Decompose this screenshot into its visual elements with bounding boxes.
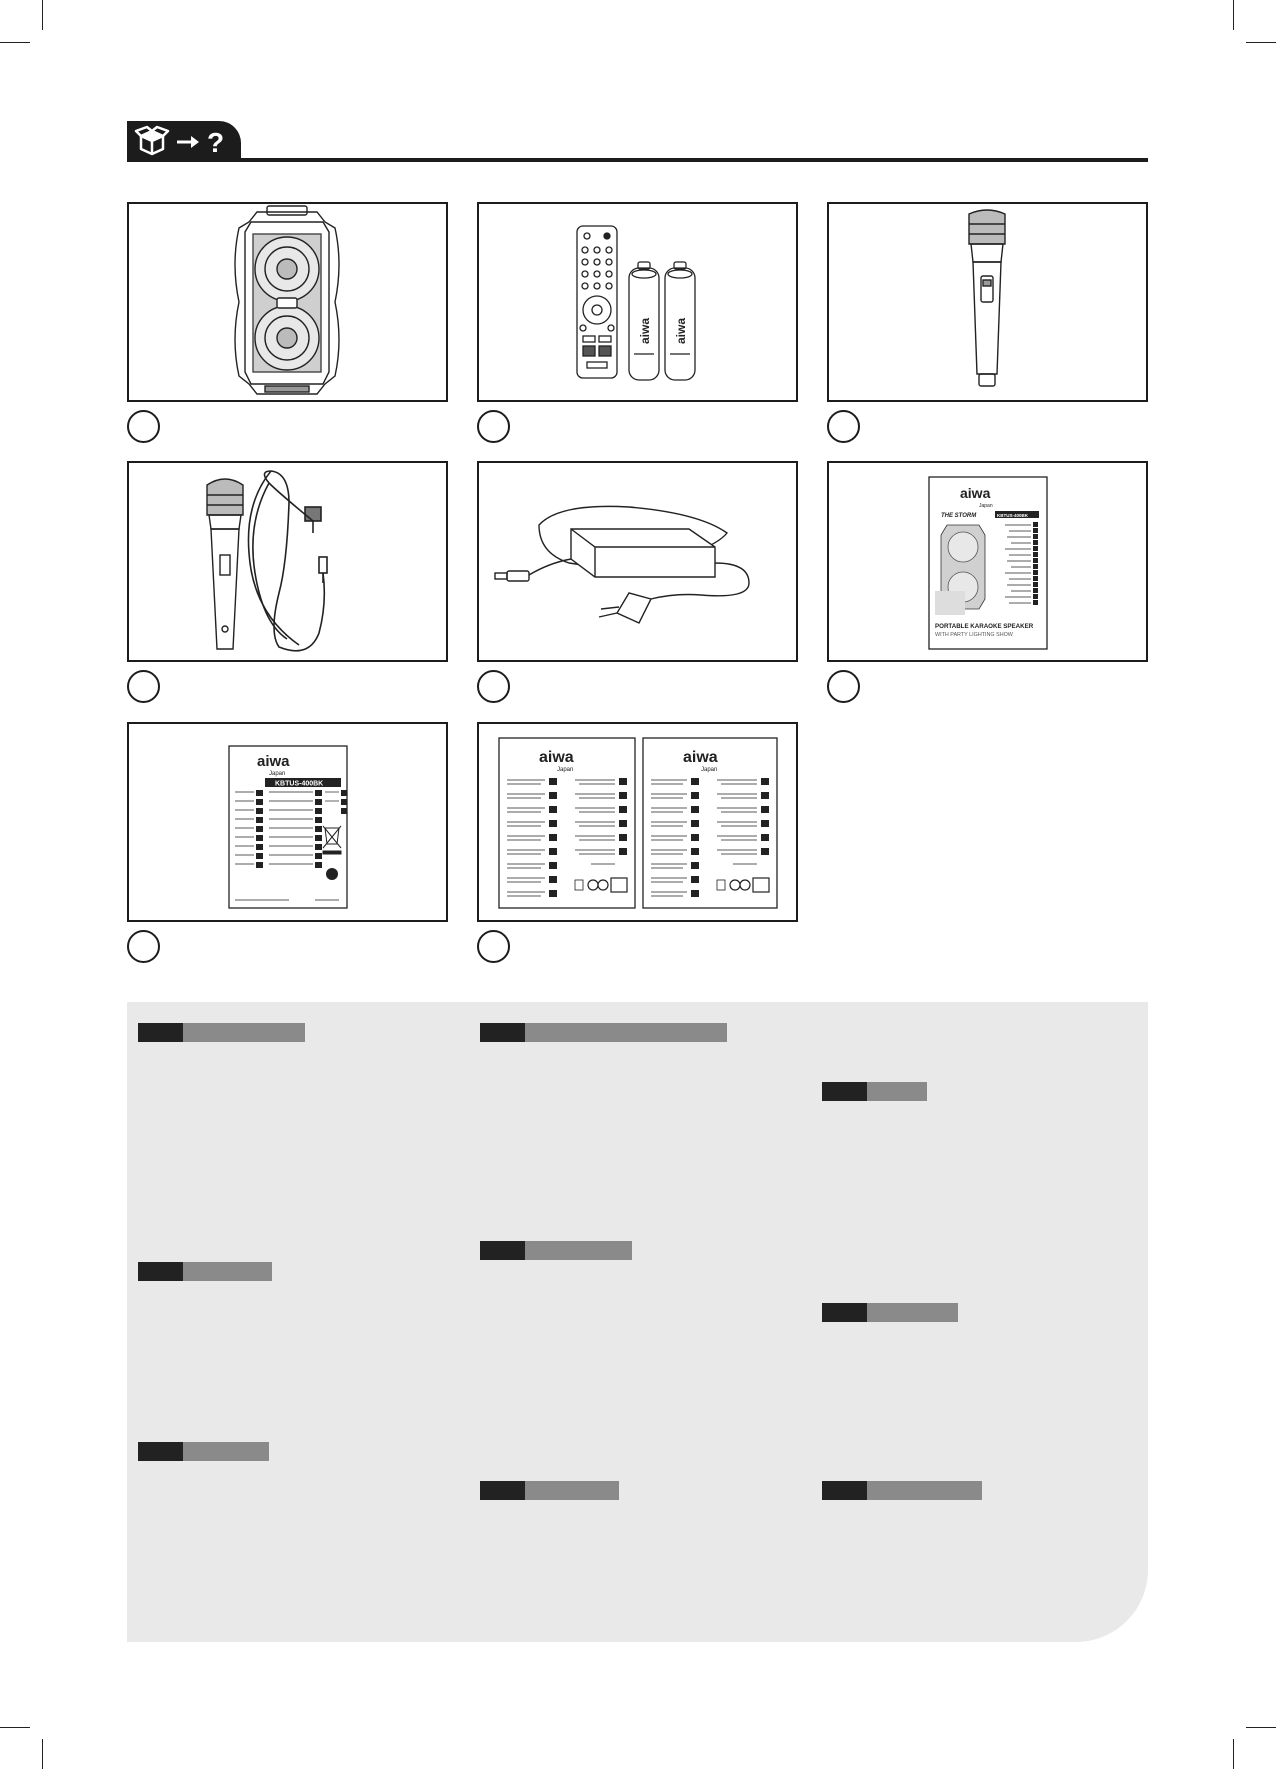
language-panel [127,1002,1148,1642]
item-number-circle [127,930,160,963]
item-number-circle [477,410,510,443]
item-number-circle [477,670,510,703]
svg-text:PORTABLE KARAOKE SPEAKER: PORTABLE KARAOKE SPEAKER [935,623,1034,630]
item-box-power-adapter [477,461,798,662]
power-adapter-illustration [495,506,749,623]
crop-mark [1246,42,1276,43]
svg-text:aiwa: aiwa [674,317,688,344]
microphone-cable-illustration [248,471,327,651]
package-contents-header [127,121,241,161]
speaker-illustration [235,206,339,394]
language-bar [822,1303,958,1322]
svg-text:Japan: Japan [557,767,574,773]
item-number-circle [827,410,860,443]
svg-text:KBTUS-400BK: KBTUS-400BK [997,513,1029,518]
item-number-circle [477,930,510,963]
header-rule [127,158,1148,162]
svg-text:aiwa: aiwa [638,317,652,344]
battery-icon [629,262,659,380]
item-number-circle [827,670,860,703]
svg-text:WITH PARTY LIGHTING SHOW: WITH PARTY LIGHTING SHOW [935,632,1013,638]
item-box-wireless-mic [827,202,1148,402]
recycle-icon [326,868,338,880]
question-mark-icon: ? [207,127,225,158]
item-number-circle [127,670,160,703]
svg-text:THE STORM: THE STORM [941,513,977,519]
item-box-speaker [127,202,448,402]
crop-mark [42,0,43,30]
wireless-microphone-illustration [969,210,1005,386]
svg-text:Japan: Japan [269,771,286,777]
svg-text:Japan: Japan [701,767,718,773]
svg-text:aiwa: aiwa [960,485,991,501]
language-bar [480,1023,727,1042]
language-bar [480,1481,619,1500]
item-box-remote-batteries [477,202,798,402]
language-bar [480,1241,632,1260]
item-box-safety-booklet [127,722,448,922]
item-box-user-manual [827,461,1148,662]
item-number-circle [127,410,160,443]
battery-icon [665,262,695,380]
crop-mark [1233,0,1234,30]
item-box-wired-mic [127,461,448,662]
declaration-leaflet-illustration [499,738,777,908]
svg-text:Japan: Japan [979,503,993,509]
crop-mark [1233,1739,1234,1769]
svg-text:aiwa: aiwa [257,753,290,770]
wired-microphone-illustration [207,479,243,649]
svg-text:aiwa: aiwa [539,749,574,766]
language-bar [138,1023,305,1042]
crop-mark [1246,1727,1276,1728]
language-bar [138,1442,269,1461]
box-icon [136,127,168,154]
svg-text:KBTUS-400BK: KBTUS-400BK [275,780,324,788]
svg-text:aiwa: aiwa [683,749,718,766]
item-box-warranty [477,722,798,922]
crop-mark [0,42,30,43]
user-manual-illustration [929,477,1047,649]
language-bar [822,1481,982,1500]
language-bar [138,1262,272,1281]
crop-mark [0,1727,30,1728]
language-bar [822,1082,927,1101]
crop-mark [42,1739,43,1769]
remote-control-illustration [577,226,617,378]
safety-booklet-illustration [229,746,347,908]
arrow-right-icon [177,136,199,148]
